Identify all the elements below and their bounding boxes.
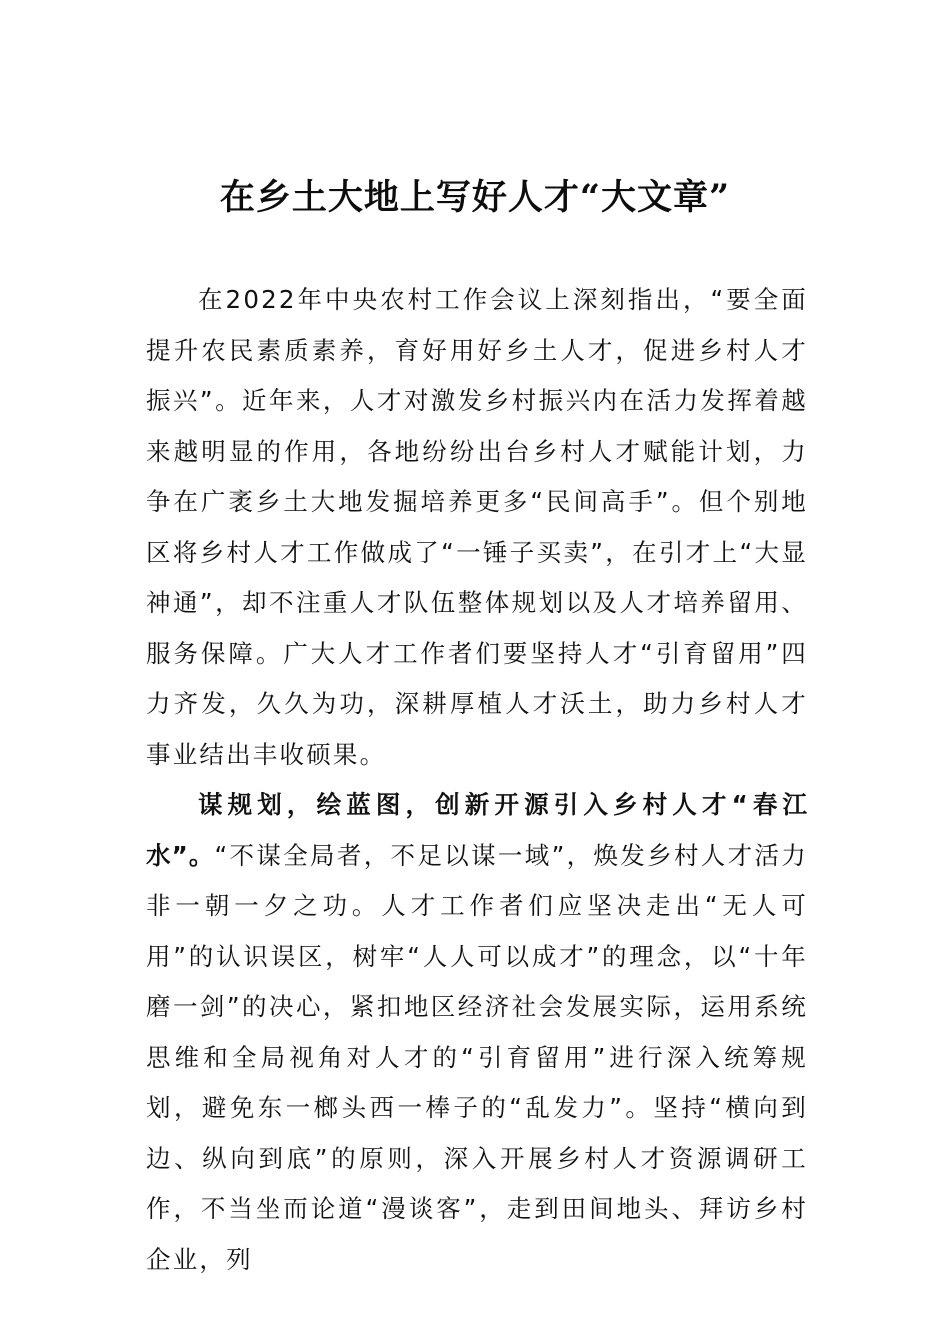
- paragraph-planning: [146, 780, 808, 1285]
- paragraph-intro: 在2022年中央农村工作会议上深刻指出，“要全面提升农民素质素养，育好用好乡土人才，促进乡村人才振兴”。近年来，人才对激发乡村振兴内在活力发挥着越来越明显的作用，各地纷纷出台乡村人才赋能计划，力争在广袤乡土大地发掘培养更多“民间高手”。但个别地区将乡村人才工作做成了“一锤子买卖”，在引才上“大显神通”，却不注重人才队伍整体规划以及人才培养留用、服务保障。广大人才工作者们要坚持人才“引育留用”四力齐发，久久为功，深耕厚植人才沃土，助力乡村人才事业结出丰收硕果。: [146, 285, 808, 769]
- paragraph-planning-text: “不谋全局者，不足以谋一域”，焕发乡村人才活力非一朝一夕之功。人才工作者们应坚决走出“无人可用”的认识误区，树牢“人人可以成才”的理念，以“十年磨一剑”的决心，紧扣地区经济社会发展实际，运用系统思维和全局视角对人才的“引育留用”进行深入统筹规划，避免东一榔头西一棒子的“乱发力”。坚持“横向到边、纵向到底”的原则，深入开展乡村人才资源调研工作，不当坐而论道“漫谈客”，走到田间地头、拜访乡村企业，列: [146, 840, 808, 1274]
- document-body: [146, 275, 808, 1285]
- document-title: 在乡土大地上写好人才“大文章”: [219, 177, 731, 218]
- paragraph-planning-heading: 谋规划，绘蓝图，创新开源引入乡村人才“春江水”。: [146, 790, 808, 870]
